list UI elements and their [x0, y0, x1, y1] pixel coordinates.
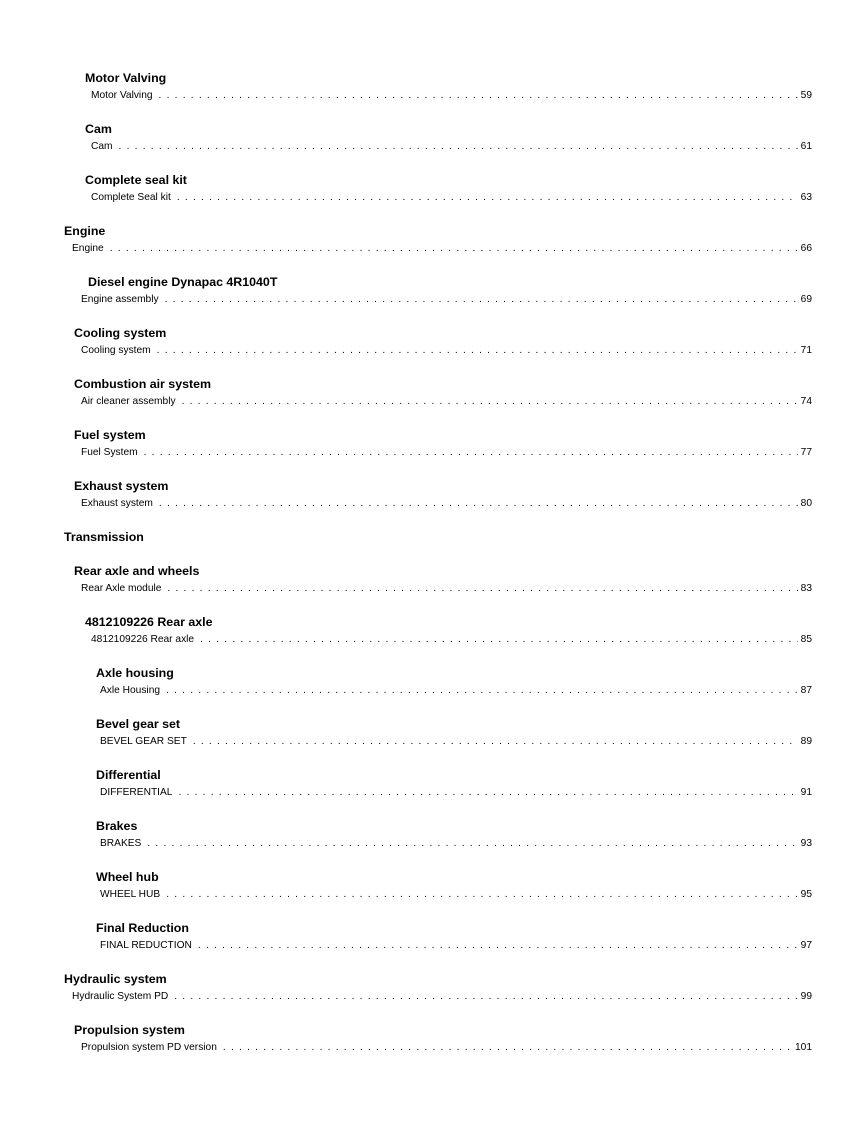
toc-page-number: 69: [800, 294, 812, 305]
toc-heading: Complete seal kit: [85, 173, 187, 187]
toc-heading: Motor Valving: [85, 71, 167, 85]
toc-entry-label: Axle Housing: [100, 685, 161, 696]
dot-leader: [166, 684, 798, 698]
toc-entry[interactable]: [81, 293, 812, 307]
toc-entry[interactable]: [100, 786, 812, 800]
toc-entry[interactable]: [100, 684, 812, 698]
toc-heading: Transmission: [64, 530, 144, 544]
toc-heading: Rear axle and wheels: [74, 564, 200, 578]
toc-entry-label: Air cleaner assembly: [81, 396, 176, 407]
toc-page-number: 61: [800, 141, 812, 152]
dot-leader: [178, 786, 797, 800]
dot-leader: [166, 888, 797, 902]
toc-page-number: 85: [800, 634, 812, 645]
dot-leader: [223, 1041, 792, 1055]
toc-heading: Bevel gear set: [96, 717, 181, 731]
dot-leader: [144, 446, 798, 460]
toc-page-number: 95: [800, 889, 812, 900]
toc-entry-label: 4812109226 Rear axle: [91, 634, 195, 645]
toc-heading: Fuel system: [74, 428, 146, 442]
toc-page-number: 89: [800, 736, 812, 747]
dot-leader: [157, 344, 798, 358]
toc-entry-label: WHEEL HUB: [100, 889, 161, 900]
toc-page-number: 83: [800, 583, 812, 594]
toc-entry[interactable]: [100, 735, 812, 749]
toc-page-number: 74: [800, 396, 812, 407]
dot-leader: [193, 735, 798, 749]
toc-entry[interactable]: [81, 497, 812, 511]
toc-entry[interactable]: [81, 582, 812, 596]
toc-page-number: 93: [800, 838, 812, 849]
toc-heading: Brakes: [96, 819, 138, 833]
dot-leader: [110, 242, 798, 256]
toc-entry[interactable]: [81, 446, 812, 460]
dot-leader: [182, 395, 798, 409]
toc-page-number: 101: [795, 1042, 812, 1053]
toc-entry-label: DIFFERENTIAL: [100, 787, 173, 798]
toc-page-number: 97: [800, 940, 812, 951]
toc-entry-label: Fuel System: [81, 447, 138, 458]
dot-leader: [147, 837, 797, 851]
dot-leader: [159, 497, 798, 511]
toc-entry-label: Engine: [72, 243, 104, 254]
toc-entry-label: Complete Seal kit: [91, 192, 171, 203]
toc-entry-label: FINAL REDUCTION: [100, 940, 192, 951]
toc-page-number: 99: [800, 991, 812, 1002]
dot-leader: [177, 191, 798, 205]
toc-entry[interactable]: [100, 939, 812, 953]
toc-heading: Exhaust system: [74, 479, 169, 493]
toc-page-number: 77: [800, 447, 812, 458]
toc-heading: Diesel engine Dynapac 4R1040T: [88, 275, 278, 289]
toc-entry[interactable]: [91, 633, 812, 647]
toc-heading: 4812109226 Rear axle: [85, 615, 213, 629]
toc-entry-label: Propulsion system PD version: [81, 1042, 217, 1053]
dot-leader: [159, 89, 798, 103]
toc-entry-label: BEVEL GEAR SET: [100, 736, 187, 747]
toc-entry-label: Engine assembly: [81, 294, 159, 305]
toc-entry-label: Rear Axle module: [81, 583, 162, 594]
toc-entry[interactable]: [100, 837, 812, 851]
toc-entry[interactable]: [81, 1041, 812, 1055]
dot-leader: [174, 990, 797, 1004]
toc-entry[interactable]: [72, 990, 812, 1004]
toc-heading: Hydraulic system: [64, 972, 167, 986]
toc-heading: Engine: [64, 224, 106, 238]
dot-leader: [167, 582, 797, 596]
toc-entry-label: BRAKES: [100, 838, 142, 849]
toc-heading: Combustion air system: [74, 377, 212, 391]
toc-heading: Cam: [85, 122, 112, 136]
toc-entry-label: Motor Valving: [91, 90, 153, 101]
toc-heading: Wheel hub: [96, 870, 159, 884]
toc-heading: Final Reduction: [96, 921, 189, 935]
dot-leader: [200, 633, 798, 647]
toc-entry-label: Hydraulic System PD: [72, 991, 169, 1002]
toc-page-number: 71: [800, 345, 812, 356]
toc-page-number: 63: [800, 192, 812, 203]
toc-page-number: 87: [800, 685, 812, 696]
toc-entry-label: Cooling system: [81, 345, 151, 356]
dot-leader: [165, 293, 798, 307]
toc-entry[interactable]: [72, 242, 812, 256]
toc-heading: Propulsion system: [74, 1023, 185, 1037]
toc-entry-label: Exhaust system: [81, 498, 153, 509]
toc-heading: Axle housing: [96, 666, 174, 680]
toc-entry[interactable]: [91, 89, 812, 103]
toc-entry[interactable]: [81, 344, 812, 358]
toc-page-number: 80: [800, 498, 812, 509]
dot-leader: [119, 140, 798, 154]
toc-entry[interactable]: [81, 395, 812, 409]
toc-entry[interactable]: [91, 191, 812, 205]
toc-entry[interactable]: [91, 140, 812, 154]
toc-entry[interactable]: [100, 888, 812, 902]
toc-page-number: 59: [800, 90, 812, 101]
toc-entry-label: Cam: [91, 141, 113, 152]
toc-heading: Differential: [96, 768, 161, 782]
toc-page-number: 66: [800, 243, 812, 254]
toc-heading: Cooling system: [74, 326, 167, 340]
dot-leader: [198, 939, 798, 953]
toc-page-number: 91: [800, 787, 812, 798]
